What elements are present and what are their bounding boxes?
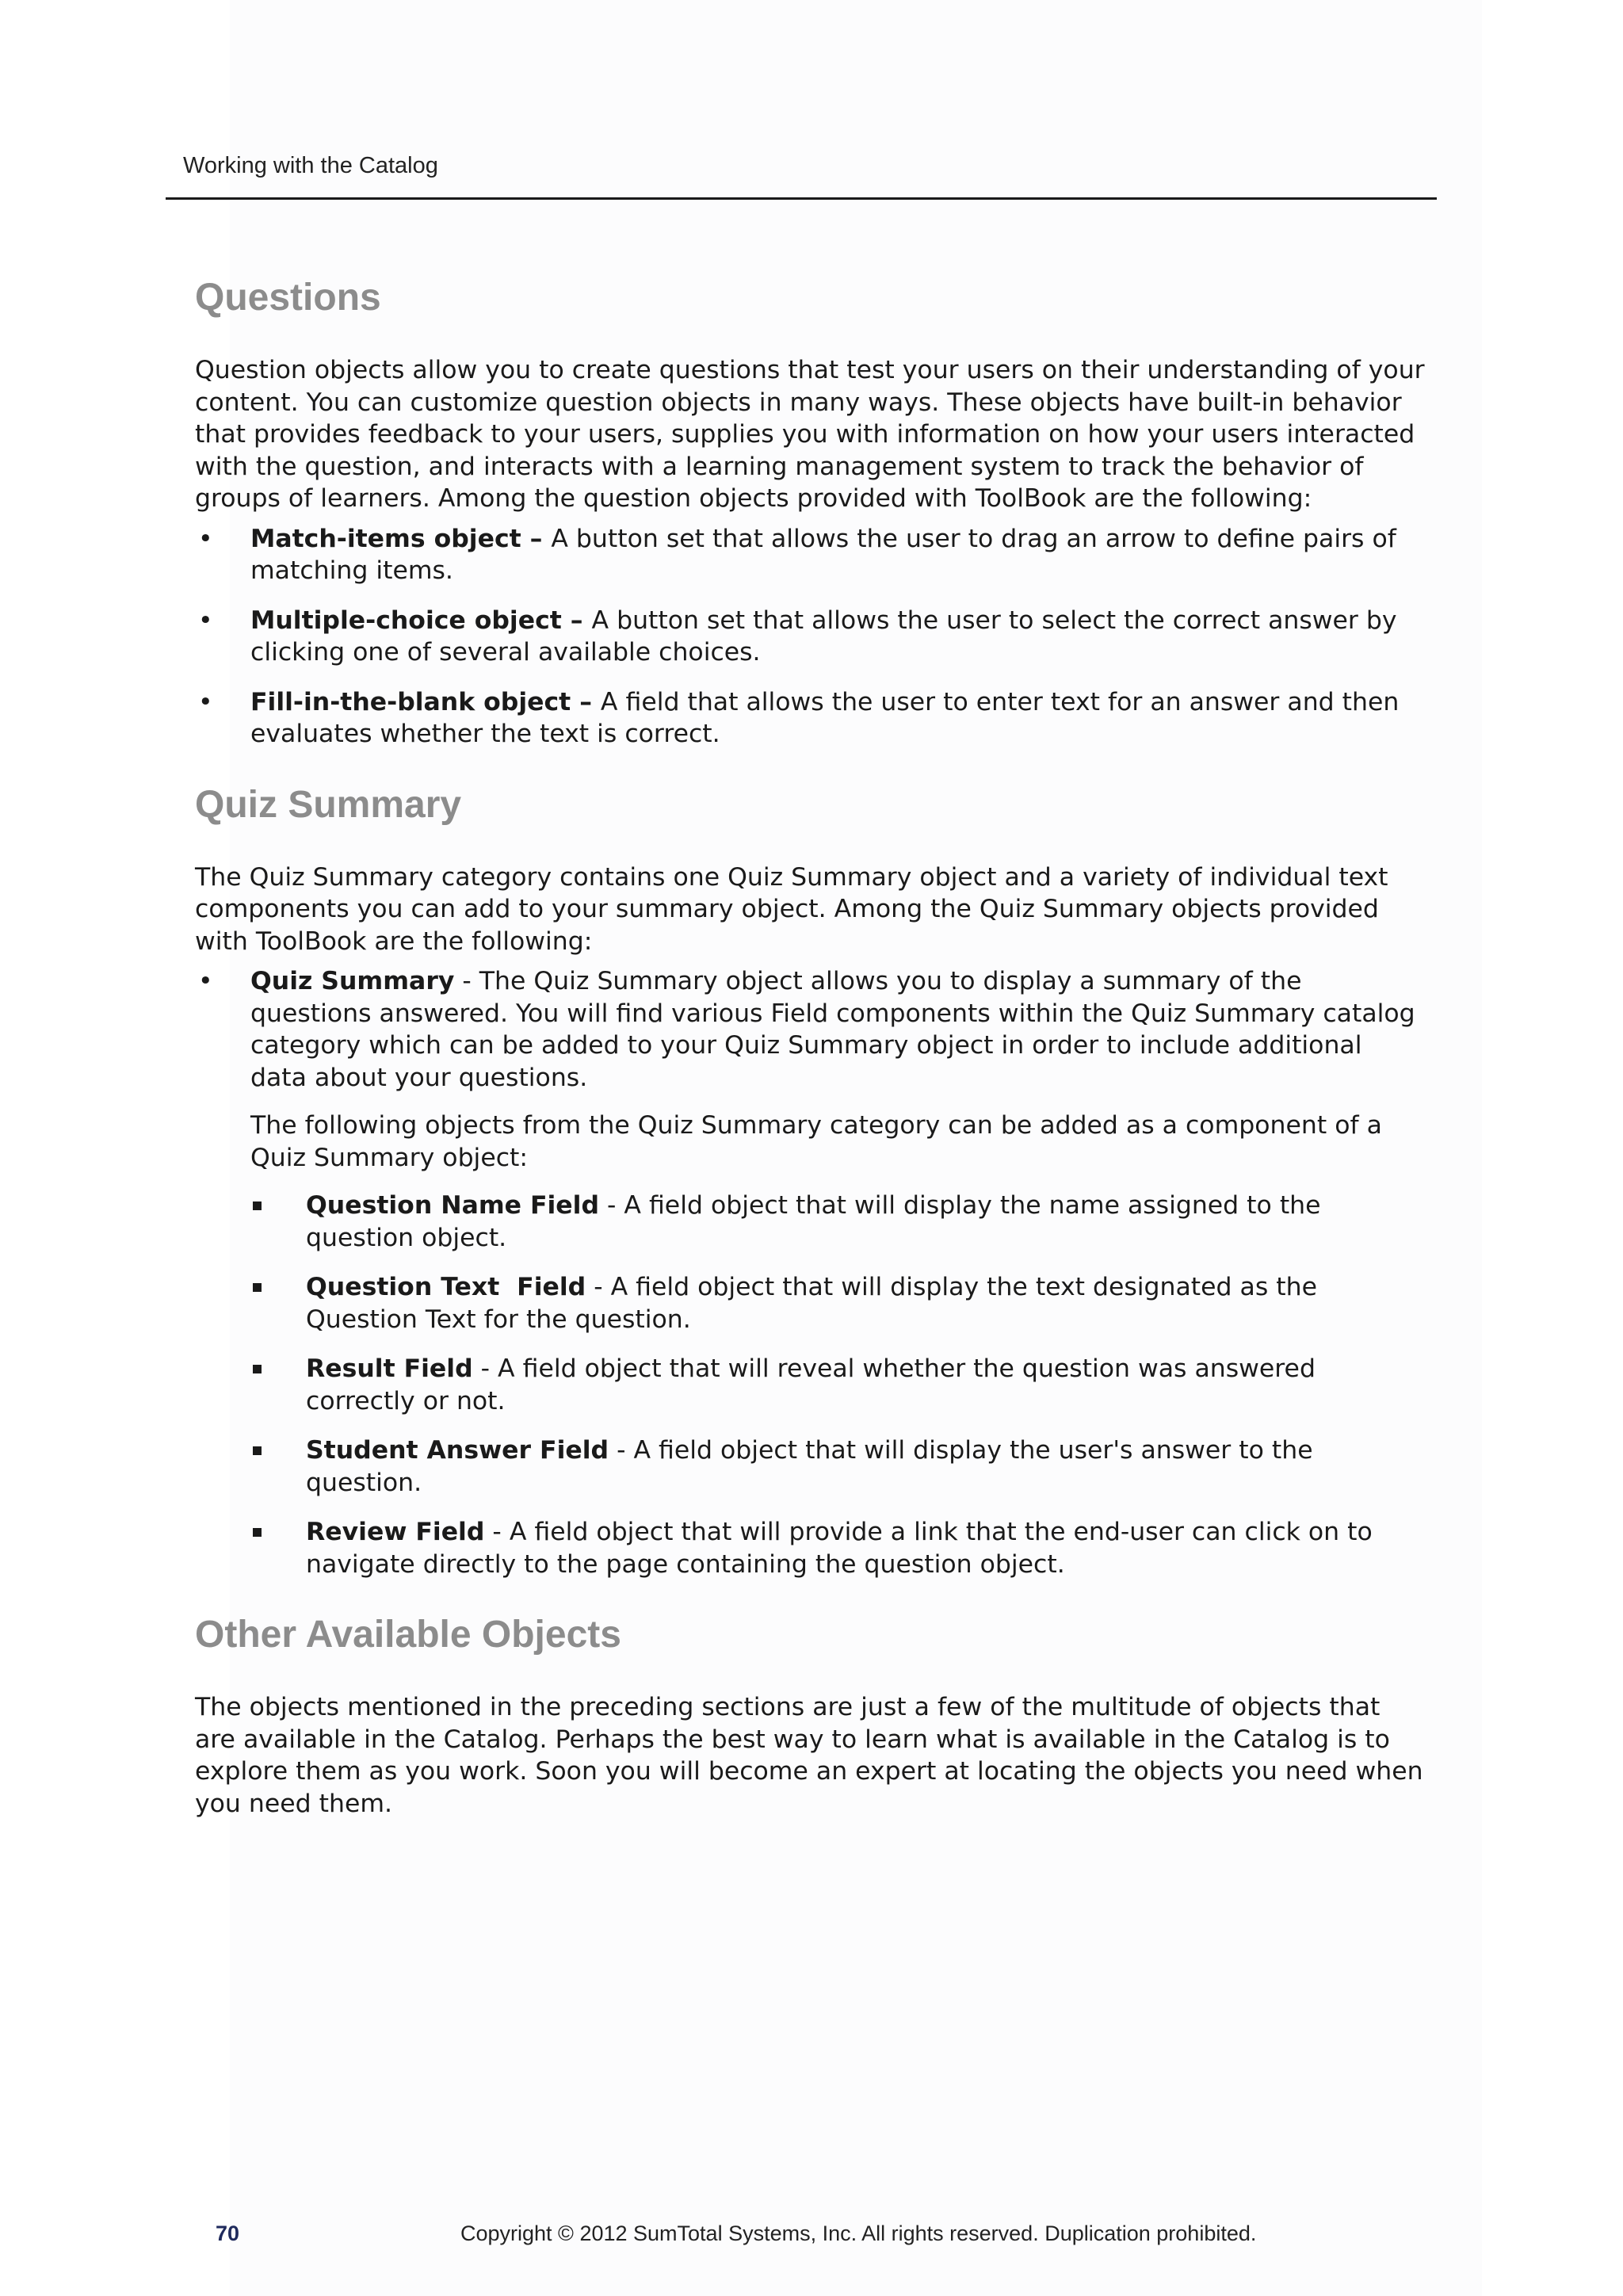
item-term: Quiz Summary <box>250 967 455 995</box>
item-term: Match-items object – <box>250 524 552 553</box>
square-bullet-icon <box>253 1446 262 1455</box>
list-item <box>195 523 1425 587</box>
item-desc: A button set that allows the user to drag an arrow to define pairs of matching items. <box>250 524 1396 585</box>
item-term: Question Text Field <box>306 1273 586 1301</box>
item-desc: - A field object that will provide a link that the end-user can click on to navigate directly to the page containing the question object. <box>306 1518 1373 1579</box>
item-desc: - A field object that will reveal whether the question was answered correctly or not. <box>306 1354 1316 1415</box>
quiz-summary-heading: Quiz Summary <box>195 783 462 826</box>
other-objects-body: The objects mentioned in the preceding sections are just a few of the multitude of objects that are available in the Catalog. Perhaps the best way to learn what is available in the Catalog is to explore them as you work. Soon you will become an expert at locating the objects you need when you need them. <box>195 1693 1423 1818</box>
item-term: Question Name Field <box>306 1191 600 1220</box>
square-bullet-icon <box>253 1283 262 1292</box>
question-objects-list <box>195 523 1425 751</box>
quiz-summary-list <box>195 965 1425 1580</box>
item-desc: - A field object that will display the name assigned to the question object. <box>306 1191 1321 1252</box>
list-item <box>250 1435 1425 1499</box>
square-bullet-icon <box>253 1365 262 1373</box>
questions-intro: Question objects allow you to create questions that test your users on their understanding of your content. You can customize question objects in many ways. These objects have built-in behavior that provides feedback to your users, supplies you with information on how your users interacted with the question, and interacts with a learning management system to track the behavior of groups of learners. Among the question objects provided with ToolBook are the following: <box>195 356 1425 513</box>
quiz-summary-sub-intro: The following objects from the Quiz Summary category can be added as a component of a Quiz Summary object: <box>250 1111 1382 1172</box>
header-rule <box>166 197 1437 200</box>
quiz-summary-fields-list <box>250 1190 1425 1580</box>
other-objects-heading: Other Available Objects <box>195 1614 621 1656</box>
list-item <box>250 1190 1425 1254</box>
item-term: Review Field <box>306 1518 485 1546</box>
square-bullet-icon <box>253 1528 262 1537</box>
bullet-icon: • <box>198 606 213 635</box>
item-term: Student Answer Field <box>306 1436 609 1465</box>
running-header: Working with the Catalog <box>183 153 438 178</box>
item-term: Multiple-choice object – <box>250 606 592 635</box>
page-number: 70 <box>216 2222 240 2245</box>
list-item <box>250 1516 1425 1580</box>
quiz-summary-intro: The Quiz Summary category contains one Quiz Summary object and a variety of individual text components you can add to your summary object. Among the Quiz Summary objects provided with ToolBook are the following: <box>195 862 1388 956</box>
list-item <box>195 965 1425 1580</box>
item-desc: A field that allows the user to enter text for an answer and then evaluates whether the text is correct. <box>250 687 1400 748</box>
item-desc: - A field object that will display the text designated as the Question Text for the question. <box>306 1273 1317 1334</box>
item-desc: - The Quiz Summary object allows you to display a summary of the questions answered. You will find various Field components within the Quiz Summary catalog category which can be added to your Quiz Summary object in order to include additional data about your questions. <box>250 967 1415 1092</box>
item-desc: - A field object that will display the user's answer to the question. <box>306 1436 1313 1497</box>
square-bullet-icon <box>253 1201 262 1210</box>
copyright-notice: Copyright © 2012 SumTotal Systems, Inc. All rights reserved. Duplication prohibited. <box>460 2222 1257 2245</box>
bullet-icon: • <box>198 967 213 995</box>
bullet-icon: • <box>198 687 213 716</box>
list-item <box>250 1353 1425 1417</box>
item-term: Result Field <box>306 1354 473 1383</box>
item-desc: A button set that allows the user to select the correct answer by clicking one of several available choices. <box>250 606 1397 667</box>
list-item <box>195 605 1425 669</box>
questions-heading: Questions <box>195 277 381 319</box>
list-item <box>250 1271 1425 1335</box>
list-item <box>195 686 1425 751</box>
item-term: Fill-in-the-blank object – <box>250 687 601 716</box>
page-content <box>195 269 1425 1820</box>
bullet-icon: • <box>198 524 213 553</box>
